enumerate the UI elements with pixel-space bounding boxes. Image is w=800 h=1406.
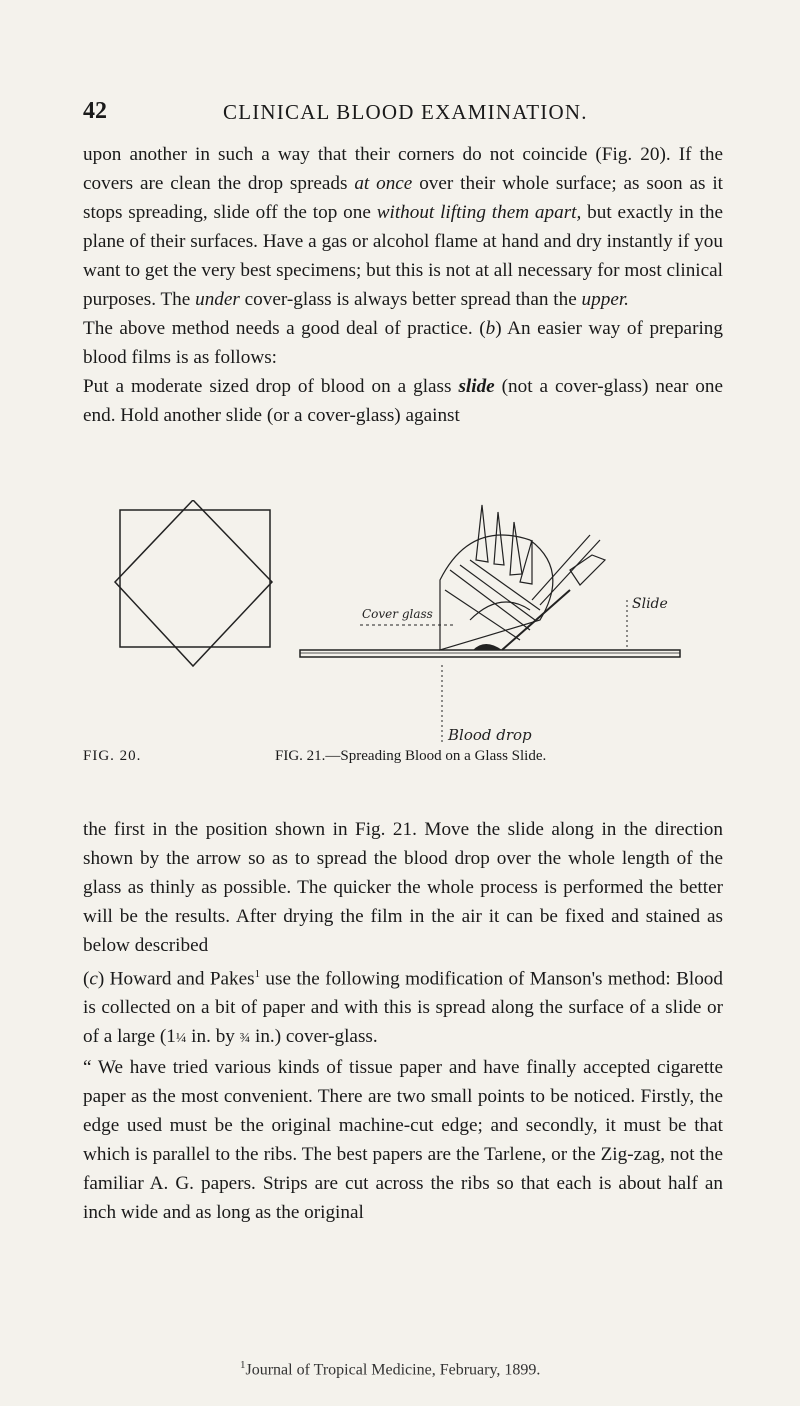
blood-drop [473,644,502,650]
paragraph-4: the first in the position shown in Fig. 21. Move the slide along in the direction shown by the arrow so as to spread the blood drop over the whole length of the glass as thinly as possible. The quicker the whole process is performed the better will be the results. After drying the film in the air it can be fixed and stained as below described [83,819,723,956]
paragraph-2 [83,314,723,372]
page-number: 42 [83,98,107,124]
emphasis: at once [354,173,413,194]
label-cover-glass: Cover glass [362,607,433,621]
running-title: CLINICAL BLOOD EXAMINATION. [223,100,588,124]
text-run: but exactly in the plane of their surfaces. Have a gas or alcohol flame at hand and dry instantly if you want to get the very best specimens; but this is not at all necessary for most clinical purposes. The [83,202,723,310]
footnote-marker: 1 [254,968,261,980]
footnote [240,1359,540,1379]
text-run: Put a moderate sized drop of blood on a glass [83,376,459,397]
footnote-text: Journal of Tropical Medicine, February, 1899. [245,1361,541,1379]
text-run: in.) cover-glass. [250,1026,378,1048]
paragraph-5 [83,960,723,1053]
text-run: ) Howard and Pakes [97,968,255,990]
text-run: in. by [186,1026,240,1048]
paragraph-6: “ We have tried various kinds of tissue paper and have finally accepted cigarette paper as the most convenient. There are two small points to be noticed. Firstly, the edge used must be the original machine-cut edge; and secondly, it must be that which is parallel to the ribs. The best papers are the Tarlene, or the Zig-zag, not the familiar A. G. papers. Strips are cut across the ribs so that each is about half an inch wide and as long as the original [83,1057,723,1224]
lower-cover-glass [120,510,270,647]
paragraph-3 [83,372,723,430]
text-run: cover-glass is always better spread than the [239,289,582,310]
emphasis: without lifting them apart, [376,202,582,223]
glass-slide [300,650,680,657]
upper-cover-glass [115,500,272,666]
figures-area [80,500,730,775]
fig20-caption: FIG. 20. [83,748,142,764]
fraction: ¾ [239,1031,251,1047]
emphasis: c [89,968,98,990]
text-run: upon another in such a way that their corners do not coincide (Fig. 20). If the covers are clean the drop spreads [83,144,723,194]
emphasis: upper. [581,289,629,310]
fraction: ¼ [175,1031,187,1047]
fig21-diagram [270,500,700,750]
text-block-top [83,140,723,430]
text-run: The above method needs a good deal of practice. ( [83,318,486,339]
text-run: ) An easier way of preparing blood films is as follows: [83,318,723,368]
fig21-caption: FIG. 21.—Spreading Blood on a Glass Slide. [275,748,547,764]
fig20-diagram [80,500,280,730]
emphasis: under [195,289,240,310]
paragraph-1 [83,140,723,314]
emphasis: slide [458,376,495,397]
text-run: use the following modification of Manson's method: Blood is collected on a bit of paper and with this is spread along the surface of a slide or of a large (1 [83,968,723,1048]
text-run: (not a cover-glass) near one end. Hold another slide (or a cover-glass) against [83,376,723,426]
text-block-bottom [83,815,723,1227]
label-blood-drop: Blood drop [448,726,532,744]
emphasis: b [485,318,496,339]
page-header [83,98,723,128]
footnote-number: 1 [240,1359,246,1371]
text-run: ( [83,968,90,990]
label-slide: Slide [632,596,668,612]
hand-illustration [440,505,605,650]
text-run: over their whole surface; as soon as it stops spreading, slide off the top one [83,173,723,223]
